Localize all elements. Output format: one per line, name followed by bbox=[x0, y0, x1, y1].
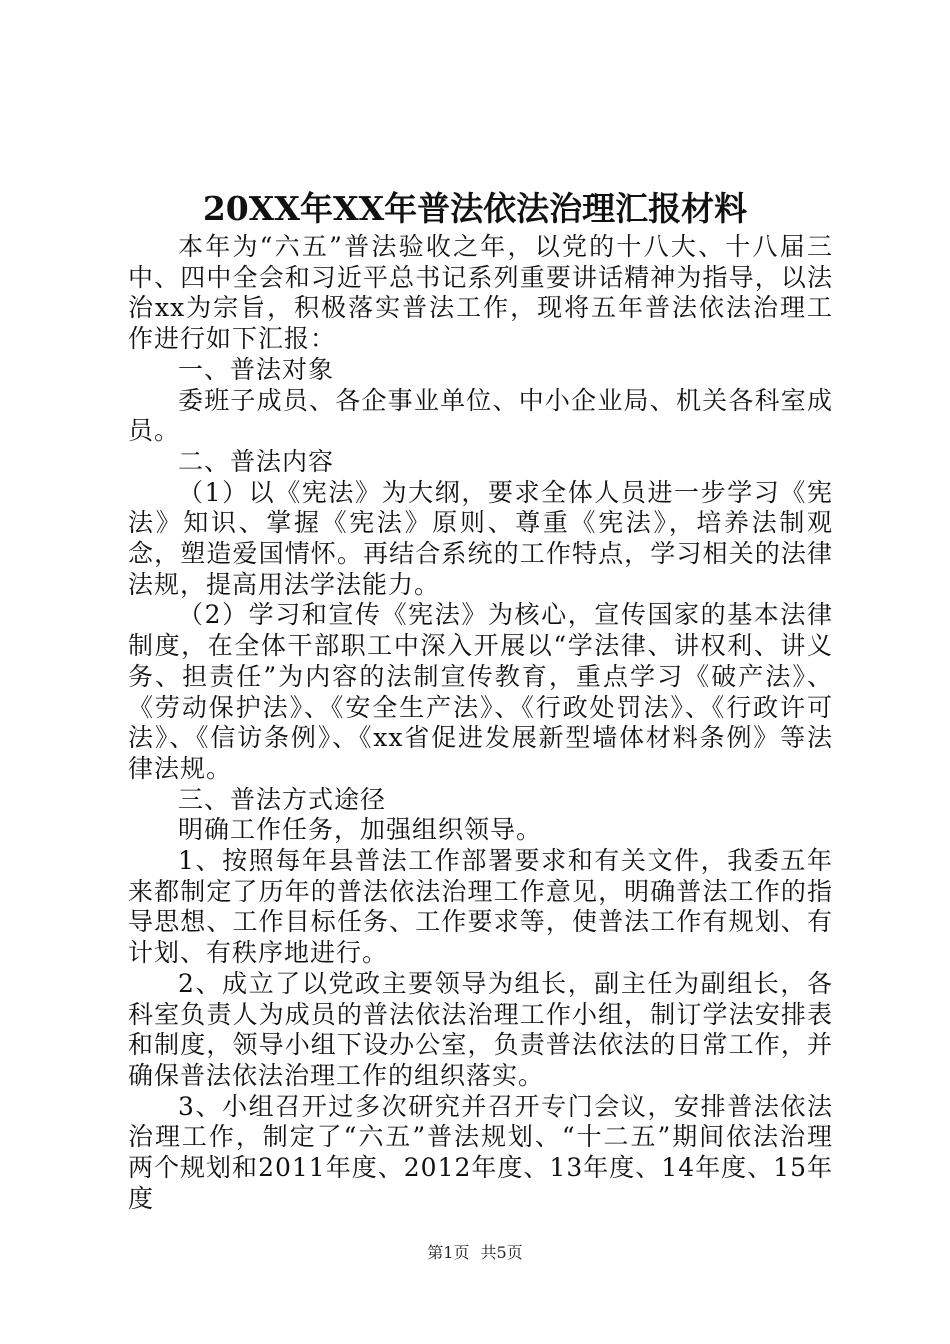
page-number: 第1页 bbox=[427, 1243, 470, 1262]
page-footer bbox=[0, 1242, 950, 1264]
body-paragraph: 委班子成员、各企事业单位、中小企业局、机关各科室成员。 bbox=[128, 385, 833, 446]
body-paragraph: （1）以《宪法》为大纲，要求全体人员进一步学习《宪法》知识、掌握《宪法》原则、尊重《宪法》，培养法制观念，塑造爱国情怀。再结合系统的工作特点，学习相关的法律法规，提高用法学法能力。 bbox=[128, 477, 833, 599]
section-heading-2: 二、普法内容 bbox=[178, 446, 335, 476]
body-paragraph: 2、成立了以党政主要领导为组长，副主任为副组长，各科室负责人为成员的普法依法治理工作小组，制订学法安排表和制度，领导小组下设办公室，负责普法依法的日常工作，并确保普法依法治理工作的组织落实。 bbox=[128, 968, 833, 1090]
section-heading-3: 三、普法方式途径 bbox=[178, 784, 387, 814]
document-body bbox=[128, 232, 833, 1215]
section-heading-1: 一、普法对象 bbox=[178, 354, 335, 384]
body-paragraph: 1、按照每年县普法工作部署要求和有关文件，我委五年来都制定了历年的普法依法治理工作意见，明确普法工作的指导思想、工作目标任务、工作要求等，使普法工作有规划、有计划、有秩序地进行。 bbox=[128, 846, 833, 968]
body-paragraph: 明确工作任务，加强组织领导。 bbox=[178, 815, 543, 845]
intro-paragraph: 本年为“六五”普法验收之年，以党的十八大、十八届三中、四中全会和习近平总书记系列重要讲话精神为指导，以法治xx为宗旨，积极落实普法工作，现将五年普法依法治理工作进行如下汇报： bbox=[128, 232, 833, 354]
page-total: 共5页 bbox=[480, 1243, 523, 1262]
body-paragraph: （2）学习和宣传《宪法》为核心，宣传国家的基本法律制度，在全体干部职工中深入开展以“学法律、讲权利、讲义务、担责任”为内容的法制宣传教育，重点学习《破产法》、《劳动保护法》、《安全生产法》、《行政处罚法》、《行政许可法》、《信访条例》、《xx省促进发展新型墙体材料条例》等法律法规。 bbox=[128, 600, 833, 783]
body-paragraph: 3、小组召开过多次研究并召开专门会议，安排普法依法治理工作，制定了“六五”普法规划、“十二五”期间依法治理两个规划和2011年度、2012年度、13年度、14年度、15年度 bbox=[128, 1091, 833, 1213]
document-title: 20XX年XX年普法依法治理汇报材料 bbox=[202, 189, 748, 228]
